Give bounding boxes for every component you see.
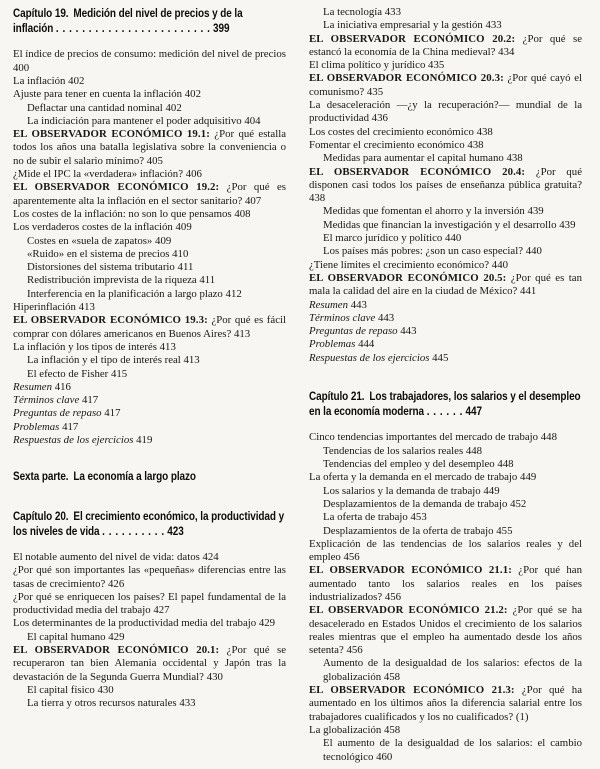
page-number: 402	[184, 88, 201, 101]
page-number: 460	[376, 750, 393, 763]
page-number: 427	[153, 604, 170, 617]
toc-subentry	[309, 219, 582, 232]
entry-text: ¿Por qué es fácil comprar con dólares americanos en Buenos Aires?	[13, 314, 286, 340]
part-title: La economía a largo plazo	[73, 470, 196, 484]
entry-text: El capital humano	[27, 630, 106, 643]
page-number: 402	[68, 75, 85, 87]
chapter-end-entry	[13, 434, 286, 447]
observer-prefix: EL OBSERVADOR ECONÓMICO 20.1:	[13, 644, 220, 656]
entry-text: ¿Por qué han aumentado tanto los salarios reales en los países industrializados?	[309, 564, 582, 603]
toc-entry	[13, 75, 286, 88]
leader-and-page	[102, 525, 184, 538]
toc-subentry	[309, 485, 582, 498]
entry-text: Respuestas de los ejercicios	[13, 434, 134, 447]
page-number: 413	[159, 340, 176, 353]
entry-text: Problemas	[309, 338, 356, 351]
toc-entry	[309, 538, 582, 565]
chapter-heading	[309, 389, 581, 419]
toc-subentry	[309, 445, 582, 458]
chapter-end-entry	[309, 299, 582, 312]
chapter-end-entry	[13, 407, 286, 420]
page-number: 416	[54, 380, 71, 393]
observer-entry	[13, 181, 286, 208]
observer-prefix: EL OBSERVADOR ECONÓMICO 20.5:	[309, 271, 507, 284]
page-number: 424	[202, 550, 219, 563]
observer-prefix: EL OBSERVADOR ECONÓMICO 21.1:	[309, 564, 512, 577]
entry-text: La desaceleración —¿y la recuperación?— mundial de la productividad	[309, 99, 582, 125]
page-number: 435	[366, 85, 384, 98]
entry-text: Preguntas de repaso	[13, 407, 102, 420]
page-number: 448	[465, 444, 483, 457]
toc-subentry	[309, 525, 582, 538]
entry-text: Hiperinflación	[13, 301, 76, 314]
leader-dots: . . . . . . . . . .	[102, 524, 165, 538]
entry-text: El notable aumento del nivel de vida: datos	[13, 550, 200, 563]
toc-entry	[13, 591, 286, 618]
toc-subentry	[13, 368, 286, 381]
entry-text: Los determinantes de la productividad media del trabajo	[13, 617, 257, 630]
entry-text: Los salarios y la demanda de trabajo	[323, 484, 481, 497]
entry-text: ¿Por qué se estancó la economía de la China medieval?	[309, 32, 582, 58]
page-number: 438	[506, 152, 523, 165]
toc-entry	[309, 471, 582, 484]
toc-subentry	[309, 152, 582, 165]
page-number: 443	[350, 298, 367, 311]
observer-entry	[309, 166, 582, 206]
chapter-page-number: 399	[213, 22, 230, 36]
chapter-title: El crecimiento económico, la productividad y los niveles de vida	[13, 509, 285, 538]
page-number: 440	[491, 258, 508, 271]
entry-text: Cinco tendencias importantes del mercado de trabajo	[309, 431, 539, 444]
toc-subentry	[13, 115, 286, 128]
entry-text: La iniciativa empresarial y la gestión	[323, 19, 483, 32]
toc-subentry	[309, 19, 582, 32]
toc-subentry	[13, 248, 286, 261]
chapter-title: Los trabajadores, los salarios y el desempleo en la economía moderna	[309, 390, 581, 419]
observer-entry	[309, 684, 582, 724]
entry-text: ¿Por qué disponen casi todos los países de enseñanza pública gratuita?	[309, 165, 582, 191]
entry-text: ¿Por qué son importantes las «pequeñas» diferencias entre las tasas de crecimiento?	[13, 564, 286, 590]
toc-entry	[309, 724, 582, 737]
entry-text: Los costes del crecimiento económico	[309, 125, 474, 138]
observer-prefix: EL OBSERVADOR ECONÓMICO 19.3:	[13, 314, 208, 327]
observer-prefix: EL OBSERVADOR ECONÓMICO 20.4:	[309, 165, 526, 178]
observer-entry	[13, 128, 286, 168]
page-number: 438	[467, 138, 484, 151]
entry-text: Distorsiones del sistema tributario	[27, 261, 175, 274]
entry-text: Ajuste para tener en cuenta la inflación	[13, 88, 183, 101]
toc-entry	[309, 139, 582, 152]
page-number: 434	[498, 45, 515, 58]
page-number: 404	[244, 114, 261, 127]
entry-text: Medidas para aumentar el capital humano	[323, 152, 504, 165]
entry-text: Términos clave	[309, 311, 376, 324]
toc-entry	[13, 301, 286, 314]
toc-subentry	[13, 261, 286, 274]
toc-entry	[13, 551, 286, 564]
toc-subentry	[13, 684, 286, 697]
page-number: 448	[540, 431, 557, 444]
toc-entry	[13, 168, 286, 181]
observer-entry	[309, 564, 582, 604]
entry-text: Aumento de la desigualdad de los salarios: efectos de la globalización	[323, 657, 582, 683]
entry-text: Resumen	[13, 380, 52, 393]
leader-dots: . . . . . . . . . . . . . . . . . . . . . . . .	[55, 22, 211, 36]
page-number: 439	[559, 218, 576, 231]
entry-text: Medidas que financian la investigación y el desarrollo	[323, 218, 557, 231]
toc-column-left	[13, 6, 286, 769]
toc-subentry	[309, 498, 582, 511]
page-number: 456	[343, 551, 360, 564]
chapter-heading	[13, 6, 285, 36]
toc-subentry	[13, 697, 286, 710]
toc-column-right	[309, 6, 582, 769]
entry-text: Costes en «suela de zapatos»	[27, 234, 153, 247]
toc-entry	[309, 99, 582, 126]
page-number: 440	[525, 245, 542, 258]
page-number: 415	[110, 367, 128, 380]
chapter-page-number: 423	[167, 524, 184, 538]
page-number: 407	[245, 194, 262, 207]
page-number: 445	[432, 351, 449, 364]
page-number: 430	[97, 683, 114, 696]
page-number: 406	[185, 168, 202, 181]
chapter-end-entry	[13, 394, 286, 407]
entry-text: Desplazamientos de la oferta de trabajo	[323, 524, 494, 537]
toc-entry	[13, 617, 286, 630]
page-number: 426	[108, 577, 125, 590]
page-number: 429	[258, 617, 276, 630]
page-number: 402	[165, 101, 182, 114]
observer-prefix: EL OBSERVADOR ECONÓMICO 20.2:	[309, 32, 516, 45]
toc-entry	[13, 208, 286, 221]
chapter-end-entry	[13, 421, 286, 434]
entry-text: ¿Por qué cayó el comunismo?	[309, 72, 582, 98]
entry-text: Fomentar el crecimiento económico	[309, 138, 465, 151]
page-number: 409	[155, 234, 172, 247]
entry-text: Preguntas de repaso	[309, 325, 398, 338]
page-number: 429	[108, 630, 125, 643]
toc-subentry	[309, 6, 582, 19]
observer-prefix: EL OBSERVADOR ECONÓMICO 19.2:	[13, 181, 220, 194]
entry-text: ¿Por qué se ha desacelerado en Estados Unidos el crecimiento de los salarios reales mientras que el empleo ha aumentado desde los años setenta?	[309, 604, 582, 657]
toc-subentry	[309, 458, 582, 471]
entry-text: La indiciación para mantener el poder adquisitivo	[27, 114, 242, 127]
toc-subentry	[13, 288, 286, 301]
page-number: 456	[346, 644, 363, 657]
entry-text: ¿Tiene límites el crecimiento económico?	[309, 258, 490, 271]
entry-text: ¿Mide el IPC la «verdadera» inflación?	[13, 168, 183, 181]
observer-entry	[309, 72, 582, 99]
entry-text: ¿Por qué es tan mala la calidad del aire en la ciudad de México?	[309, 271, 582, 298]
chapter-label: Capítulo 21.	[309, 390, 365, 404]
toc-entry	[13, 221, 286, 234]
toc-entry	[13, 48, 286, 75]
entry-text: La inflación y el tipo de interés real	[27, 354, 181, 367]
entry-text: Deflactar una cantidad nominal	[27, 101, 163, 114]
toc-subentry	[13, 631, 286, 644]
chapter-end-entry	[309, 338, 582, 351]
entry-text: Desplazamientos de la demanda de trabajo	[323, 497, 508, 510]
entry-text: La tierra y otros recursos naturales	[27, 697, 177, 710]
page-number: 455	[496, 524, 513, 537]
observer-prefix: EL OBSERVADOR ECONÓMICO 21.3:	[309, 684, 515, 697]
page-number: 443	[400, 325, 417, 338]
entry-text: Redistribución imprevista de la riqueza	[27, 274, 197, 287]
page-number: 456	[384, 590, 402, 603]
chapter-heading	[13, 509, 285, 539]
page-number: 441	[520, 285, 537, 298]
entry-text: ¿Por qué ha aumentado en los últimos años la diferencia salarial entre los trabajadores cualificados y los no cualificados? (1)	[309, 684, 582, 723]
toc-subentry	[13, 235, 286, 248]
toc-subentry	[309, 205, 582, 218]
chapter-label: Capítulo 19.	[13, 7, 69, 20]
page-number: 458	[383, 723, 401, 736]
entry-text: La tecnología	[323, 6, 383, 18]
chapter-label: Capítulo 20.	[13, 509, 69, 523]
toc-entry	[13, 341, 286, 354]
entry-text: La oferta de trabajo	[323, 511, 408, 524]
entry-text: Explicación de las tendencias de los salarios reales y del empleo	[309, 537, 582, 564]
page-number: 448	[497, 458, 514, 471]
page-number: 409	[175, 221, 192, 234]
page-number: 411	[177, 261, 194, 274]
chapter-end-entry	[309, 325, 582, 338]
page-number: 400	[13, 61, 30, 74]
page-number: 408	[234, 207, 251, 220]
toc-subentry	[309, 232, 582, 245]
entry-text: La oferta y la demanda en el mercado de trabajo	[309, 471, 518, 484]
entry-text: La globalización	[309, 723, 382, 736]
page-number: 438	[309, 192, 326, 205]
page-number: 453	[410, 511, 427, 524]
chapter-end-entry	[309, 352, 582, 365]
leader-dots: . . . . . .	[426, 405, 463, 419]
entry-text: Los verdaderos costes de la inflación	[13, 221, 173, 234]
page-number: 411	[199, 274, 216, 287]
chapter-end-entry	[309, 312, 582, 325]
leader-and-page	[56, 22, 230, 35]
toc-subentry	[309, 511, 582, 524]
page-number: 433	[485, 19, 502, 32]
page-number: 417	[81, 394, 99, 407]
entry-text: «Ruido» en el sistema de precios	[27, 247, 170, 260]
page-number: 444	[358, 338, 375, 351]
entry-text: Medidas que fomentan el ahorro y la inversión	[323, 205, 525, 218]
toc-subentry	[309, 245, 582, 258]
entry-text: ¿Por qué se enriquecen los países? El papel fundamental de la productividad media del trabajo	[13, 590, 286, 617]
page-number: 436	[371, 112, 388, 125]
entry-text: El índice de precios de consumo: medición del nivel de precios	[13, 48, 286, 61]
entry-text: Tendencias de los salarios reales	[323, 444, 464, 457]
page-number: 405	[146, 154, 163, 167]
toc-subentry	[309, 737, 582, 764]
page-number: 433	[384, 6, 401, 18]
toc-entry	[309, 59, 582, 72]
part-heading	[13, 469, 285, 484]
page-number: 413	[233, 327, 251, 340]
observer-entry	[309, 33, 582, 60]
observer-prefix: EL OBSERVADOR ECONÓMICO 21.2:	[309, 604, 508, 617]
observer-entry	[13, 314, 286, 341]
observer-entry	[13, 644, 286, 684]
page-number: 449	[520, 471, 537, 484]
page-number: 412	[225, 287, 242, 300]
entry-text: La inflación	[13, 75, 66, 87]
toc-subentry	[13, 102, 286, 115]
entry-text: Términos clave	[13, 394, 80, 407]
entry-text: Resumen	[309, 298, 348, 311]
page-number: 430	[206, 670, 223, 683]
chapter-page-number: 447	[465, 405, 482, 419]
entry-text: El clima político y jurídico	[309, 59, 426, 72]
page-number: 449	[483, 484, 500, 497]
page-number: 413	[183, 354, 200, 367]
observer-entry	[309, 604, 582, 657]
page-number: 419	[136, 434, 153, 447]
chapter-end-entry	[13, 381, 286, 394]
page-number: 439	[527, 205, 544, 218]
toc-entry	[309, 259, 582, 272]
entry-text: El aumento de la desigualdad de los salarios: el cambio tecnológico	[323, 737, 582, 763]
toc-entry	[13, 564, 286, 591]
entry-text: ¿Por qué es aparentemente alta la inflación en el sector sanitario?	[13, 181, 286, 207]
toc-subentry	[309, 657, 582, 684]
toc-subentry	[13, 274, 286, 287]
observer-prefix: EL OBSERVADOR ECONÓMICO 20.3:	[309, 72, 504, 85]
page-number: 435	[428, 59, 445, 72]
entry-text: Los costes de la inflación: no son lo que pensamos	[13, 207, 232, 220]
toc-subentry	[13, 354, 286, 367]
toc-entry	[309, 431, 582, 444]
page-number: 438	[476, 125, 493, 138]
page-number: 410	[172, 247, 189, 260]
entry-text: El efecto de Fisher	[27, 367, 109, 380]
entry-text: Problemas	[13, 420, 60, 433]
entry-text: Interferencia en la planificación a largo plazo	[27, 287, 223, 300]
entry-text: Respuestas de los ejercicios	[309, 351, 430, 364]
part-label: Sexta parte.	[13, 470, 69, 484]
chapter-title: Medición del nivel de precios y de la inflación	[13, 7, 243, 36]
observer-prefix: EL OBSERVADOR ECONÓMICO 19.1:	[13, 128, 210, 141]
entry-text: ¿Por qué se recuperaron tan bien Alemania occidental y Japón tras la devastación de la Segunda Guerra Mundial?	[13, 644, 286, 683]
page-number: 433	[179, 697, 196, 710]
toc-entry	[13, 88, 286, 101]
entry-text: Los países más pobres: ¿son un caso especial?	[323, 245, 523, 258]
page-number: 452	[510, 497, 527, 510]
entry-text: Tendencias del empleo y del desempleo	[323, 458, 495, 471]
page-number: 458	[383, 670, 401, 683]
page-number: 440	[445, 232, 462, 245]
page-number: 443	[377, 311, 395, 324]
page-number: 417	[62, 420, 79, 433]
leader-and-page	[427, 405, 482, 418]
toc-entry	[309, 126, 582, 139]
entry-text: El capital físico	[27, 683, 95, 696]
entry-text: ¿Por qué estalla todos los años una batalla legislativa sobre la conveniencia o no de subir el salario mínimo?	[13, 128, 286, 167]
page-number: 413	[78, 301, 95, 314]
entry-text: La inflación y los tipos de interés	[13, 340, 157, 353]
entry-text: El marco jurídico y político	[323, 232, 443, 245]
observer-entry	[309, 272, 582, 299]
page-number: 417	[104, 407, 121, 420]
